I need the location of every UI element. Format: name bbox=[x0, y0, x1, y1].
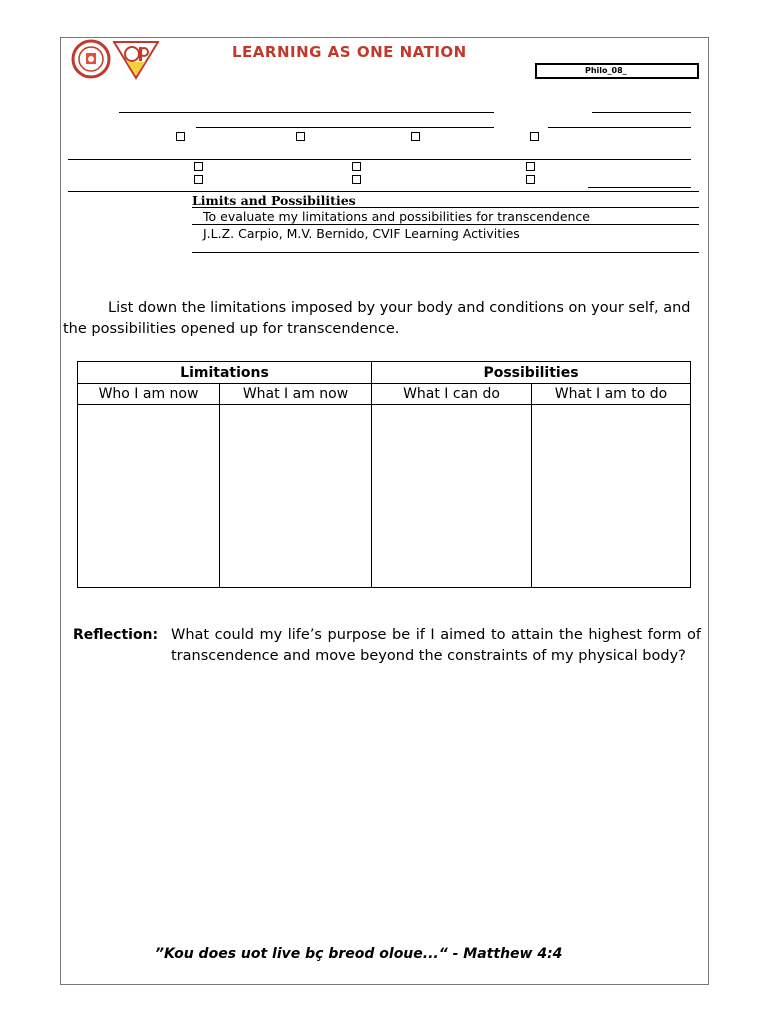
divider bbox=[68, 191, 699, 192]
answer-cell[interactable] bbox=[78, 405, 220, 588]
cvif-dlp-logo bbox=[113, 38, 159, 80]
divider bbox=[192, 207, 699, 208]
checkbox[interactable] bbox=[411, 132, 420, 141]
checkbox[interactable] bbox=[526, 175, 535, 184]
section-field-line[interactable] bbox=[196, 127, 494, 128]
column-what-i-am-to-do: What I am to do bbox=[532, 384, 691, 405]
lesson-reference: J.L.Z. Carpio, M.V. Bernido, CVIF Learning Activities bbox=[203, 226, 520, 241]
checkbox[interactable] bbox=[194, 175, 203, 184]
answer-cell[interactable] bbox=[220, 405, 372, 588]
reflection-label: Reflection: bbox=[73, 627, 159, 643]
lesson-title: Limits and Possibilities bbox=[192, 193, 356, 208]
worksheet-code: Philo_08_ bbox=[535, 63, 699, 79]
column-who-i-am-now: Who I am now bbox=[78, 384, 220, 405]
divider bbox=[192, 224, 699, 225]
checkbox[interactable] bbox=[530, 132, 539, 141]
field-line[interactable] bbox=[588, 187, 691, 188]
checkbox[interactable] bbox=[194, 162, 203, 171]
column-what-i-can-do: What I can do bbox=[372, 384, 532, 405]
checkbox[interactable] bbox=[352, 175, 361, 184]
answer-cell[interactable] bbox=[372, 405, 532, 588]
header-title: LEARNING AS ONE NATION bbox=[232, 43, 467, 61]
instructions: List down the limitations imposed by your body and conditions on your self, and the possibilities opened up for transcendence. bbox=[63, 300, 691, 337]
limits-possibilities-table bbox=[77, 361, 691, 588]
limitations-header: Limitations bbox=[78, 362, 372, 384]
school-seal-logo bbox=[69, 39, 113, 79]
answer-cell[interactable] bbox=[532, 405, 691, 588]
checkbox[interactable] bbox=[526, 162, 535, 171]
column-what-i-am-now: What I am now bbox=[220, 384, 372, 405]
checkbox[interactable] bbox=[176, 132, 185, 141]
name-field-line[interactable] bbox=[119, 112, 494, 113]
date-field-line[interactable] bbox=[592, 112, 691, 113]
reflection-question: What could my life’s purpose be if I aimed to attain the highest form of transcendence and move beyond the constraints of my physical body? bbox=[171, 627, 701, 664]
lesson-objective: To evaluate my limitations and possibilities for transcendence bbox=[203, 209, 590, 224]
score-field-line[interactable] bbox=[548, 127, 691, 128]
footer-quote: ”Kou does uot live bç breod oloue...“ - Matthew 4:4 bbox=[155, 946, 563, 962]
checkbox[interactable] bbox=[352, 162, 361, 171]
checkbox[interactable] bbox=[296, 132, 305, 141]
divider bbox=[192, 252, 699, 253]
divider bbox=[68, 159, 691, 160]
possibilities-header: Possibilities bbox=[372, 362, 691, 384]
